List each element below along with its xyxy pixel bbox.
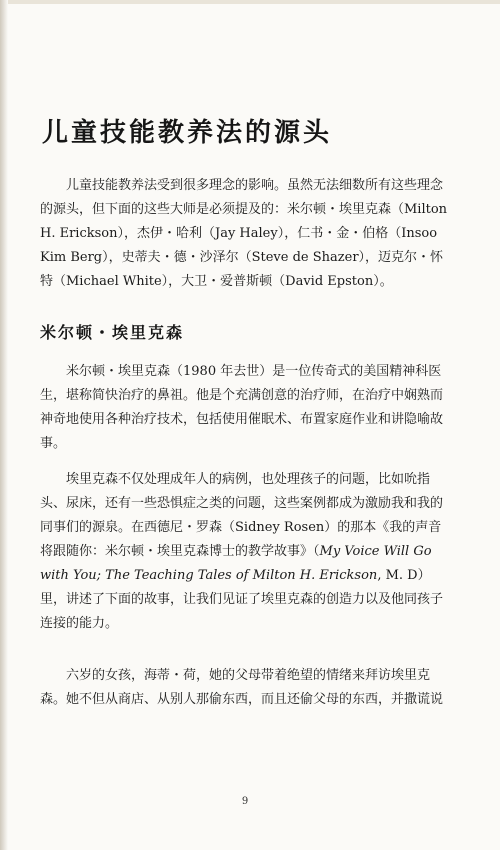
page-number: 9 — [241, 796, 249, 807]
erickson-paragraph-1: 米尔顿・埃里克森（1980 年去世）是一位传奇式的美国精神科医生，堪称简快治疗的鼻祖。他是个充满创意的治疗师，在治疗中娴熟而神奇地使用各种治疗技术，包括使用催眠术、布置家庭作业和讲隐喻故事。 — [40, 364, 444, 451]
section-title: 米尔顿・埃里克森 — [40, 323, 185, 342]
chapter-title: 儿童技能教养法的源头 — [42, 118, 333, 148]
story-excerpt: 六岁的女孩，海蒂・荷，她的父母带着绝望的情绪来拜访埃里克森。她不但从商店、从别人那偷东西，而且还偷父母的东西，并撒谎说 — [40, 668, 444, 707]
book-title-english: My Voice Will Go with You; The Teaching Tales of Milton H. Erickson — [40, 544, 432, 583]
paragraph-2-text-before: 埃里克森不仅处理成年人的病例，也处理孩子的问题，比如吮指头、尿床，还有一些恐惧症之类的问题，这些案例都成为激励我和我的同事们的源泉。在西德尼・罗森（Sidney Rosen）的那本《我的声音将跟随你：米尔顿・埃里克森博士的教学故事》（ — [40, 472, 444, 559]
book-gutter-shadow — [0, 0, 8, 850]
intro-paragraph: 儿童技能教养法受到很多理念的影响。虽然无法细数所有这些理念的源头，但下面的这些大师是必须提及的：米尔顿・埃里克森（Milton H. Erickson），杰伊・哈利（Jay Haley），仁书・金・伯格（Insoo Kim Berg），史蒂夫・德・沙泽尔（Steve de Shazer），迈克尔・怀特（Michael White），大卫・爱普斯顿（David Epston）。 — [40, 178, 448, 289]
erickson-paragraph-2 — [40, 468, 450, 636]
paragraph-2-text-after: , M. D）里，讲述了下面的故事，让我们见证了埃里克森的创造力以及他同孩子连接的能力。 — [40, 568, 444, 631]
book-page — [40, 0, 460, 850]
